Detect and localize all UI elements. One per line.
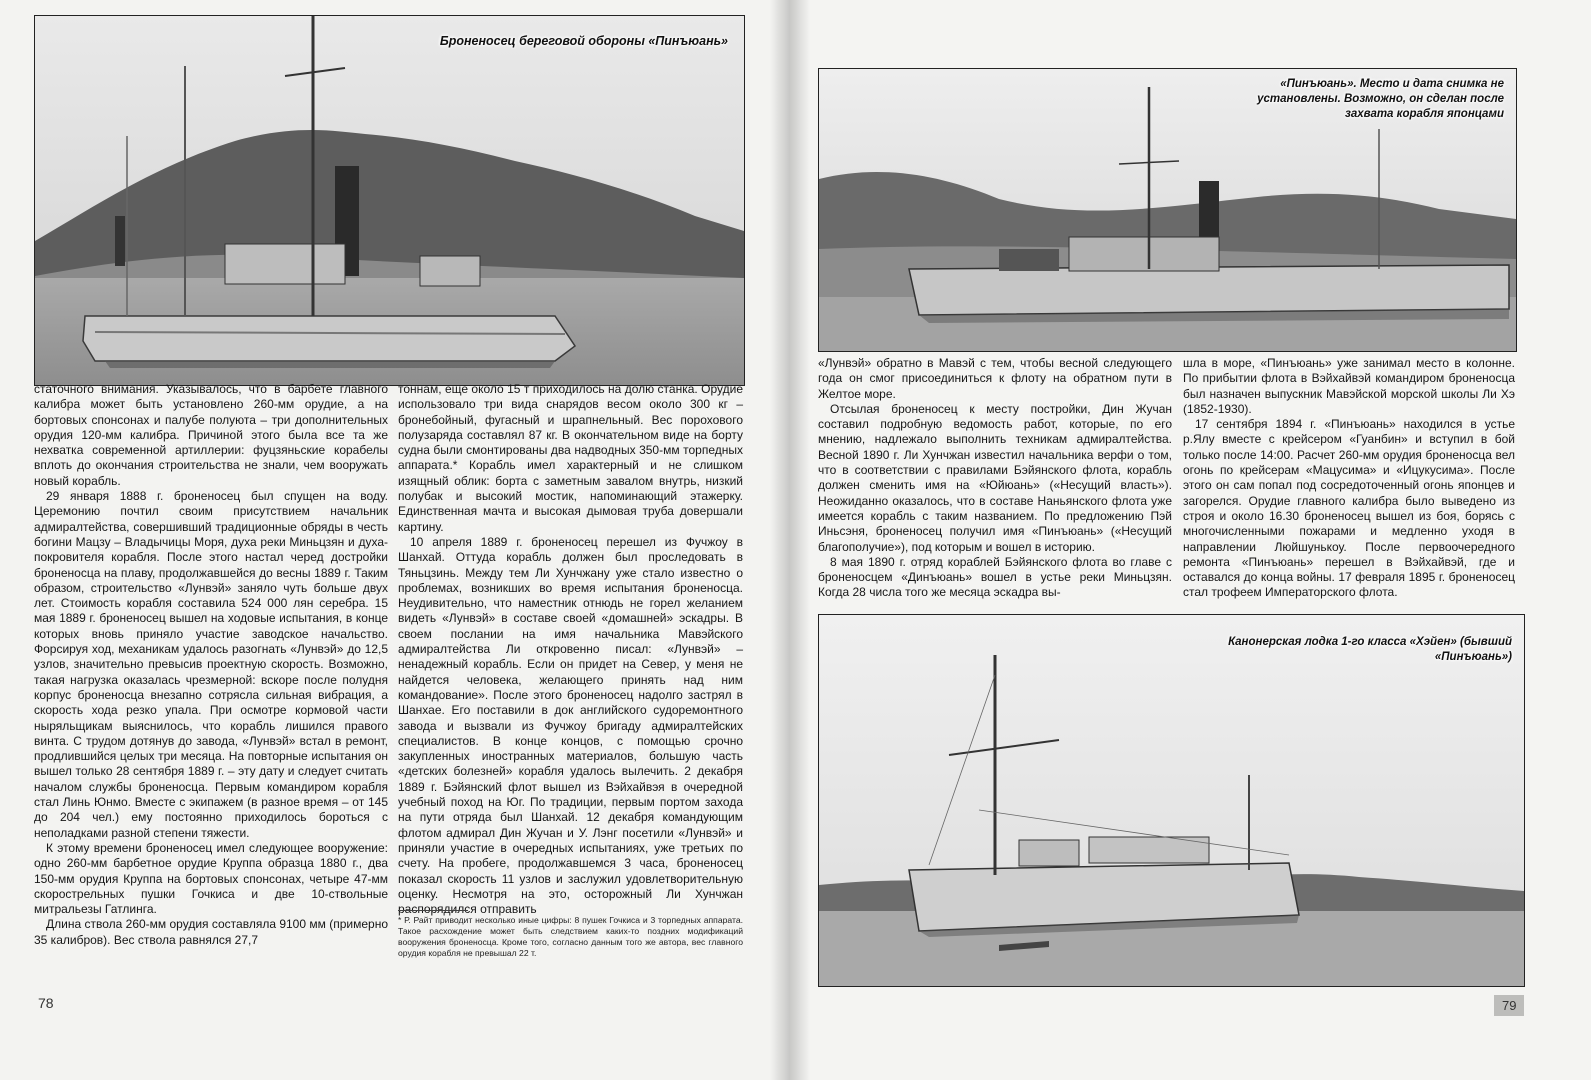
- paragraph: Длина ствола 260-мм орудия составляла 9100 мм (примерно 35 калибров). Вес ствола равнялся 27,7: [34, 917, 388, 947]
- page-number-left: 78: [38, 995, 54, 1011]
- left-column-1: [34, 382, 388, 972]
- photo-caption-right-bottom: Канонерская лодка 1-го класса «Хэйен» (бывший «Пинъюань»): [1228, 636, 1512, 663]
- footnote-text: * Р. Райт приводит несколько иные цифры: 8 пушек Гочкиса и 3 торпедных аппарата. Такое расхождение может быть следствием каких-то поздних модификаций вооружения броненосца. Кроме того, согласно данным того же автора, вес главного орудия корабля не превышал 22 т.: [398, 915, 743, 958]
- photo-pingyuan-harbor: [34, 15, 745, 386]
- paragraph: тоннам, еще около 15 т приходилось на долю станка. Орудие использовало три вида снарядов весом около 300 кг – бронебойный, фугасный и шрапнельный. Вес порохового полузаряда составлял 87 кг. В окончательном виде на борту судна были смонтированы два надводных 350-мм торпедных аппарата.* Корабль имел характерный и не слишком изящный облик: борта с заметным завалом внутрь, низкий полубак и высокий мостик, напоминающий этажерку. Единственная мачта и высокая дымовая труба довершали картину.: [398, 382, 743, 534]
- paragraph: 17 сентября 1894 г. «Пинъюань» находился в устье р.Ялу вместе с крейсером «Гуанбин» и вступил в бой только после 14:00. Расчет 260-мм орудия броненосца вел огонь по крейсерам «Мацусима» и «Ицукусима». После этого он сам попал под сосредоточенный огонь японцев и загорелся. Орудие главного калибра было выведено из строя и около 16.30 броненосец вышел из боя, борясь с многочисленными пожарами и медленно уходя в направлении Люйшунькоу. После первоочередного ремонта «Пинъюань» перешел в Вэйхайвэй, где и оставался до конца войны. 17 февраля 1895 г. броненосец стал трофеем Императорского флота.: [1183, 417, 1515, 600]
- photo-heien-gunboat: [818, 614, 1525, 987]
- photo-heien-gunboat-image: [819, 615, 1524, 986]
- right-column-1: [818, 356, 1172, 606]
- paragraph: 10 апреля 1889 г. броненосец перешел из Фучжоу в Шанхай. Оттуда корабль должен был проследовать в Тяньцзинь. Между тем Ли Хунчжану уже стало известно о проблемах, возникших во время испытания броненосца. Неудивительно, что наместник отнюдь не горел желанием видеть «Лунвэй» в составе своей «домашней» эскадры. В своем послании на имя начальника Мавэйского адмиралтейства Ли откровенно писал: «Лунвэй» – ненадежный корабль. Если он придет на Север, у меня не найдется человека, желающего принять над ним командование». После этого броненосец надолго застрял в Шанхае. Его поставили в док английского судоремонтного завода и вызвали из Фучжоу бригаду адмиралтейских специалистов. В конце концов, с помощью срочно закупленных иностранных материалов, большую часть «детских болезней» корабля удалось вылечить. 2 декабря 1889 г. Бэйянский флот вышел из Вэйхайвэя в очередной учебный поход на Юг. По традиции, первым портом захода на пути отряда был Шанхай. 12 декабря командующим флотом адмирал Дин Жучан и У. Лэнг посетили «Лунвэй» и приняли участие в очередных испытаниях, уже третьих по счету. На пробеге, продолжавшемся 3 часа, броненосец показал скорость 11 узлов и заслужил удовлетворительную оценку. Несмотря на это, осторожный Ли Хунчжан распорядился отправить: [398, 534, 743, 917]
- paragraph: «Лунвэй» обратно в Мавэй с тем, чтобы весной следующего года он смог присоединиться к флоту на обратном пути в Желтое море.: [818, 356, 1172, 401]
- photo-pingyuan-harbor-image: [35, 16, 744, 385]
- photo-pingyuan-moored: [818, 68, 1517, 352]
- right-column-2: [1183, 356, 1515, 606]
- page-number-right: 79: [1494, 995, 1524, 1016]
- footnote: [398, 910, 743, 990]
- paragraph: 8 мая 1890 г. отряд кораблей Бэйянского флота во главе с броненосцем «Динъюань» вошел в устье реки Миньцзян. Когда 28 числа того же месяца эскадра вы-: [818, 554, 1172, 600]
- paragraph: 29 января 1888 г. броненосец был спущен на воду. Церемонию почтил своим присутствием начальник адмиралтейства, совершивший традиционные обряды в честь богини Мацзу – Владычицы Моря, духа реки Миньцзян и духа-покровителя корабля. После этого настал черед достройки броненосца на плаву, продолжавшейся до весны 1889 г. Таким образом, строительство «Лунвэй» заняло чуть больше двух лет. Стоимость корабля составила 524 000 лян серебра. 15 мая 1889 г. броненосец вышел на ходовые испытания, в конце которых вновь приняло участие заводское начальство. Форсируя ход, механикам удалось разогнать «Лунвэй» до 12,5 узлов, значительно превысив проектную скорость. Возможно, такая нагрузка оказалась чрезмерной: вскоре после полудня корпус броненосца внезапно сотрясла сильная вибрация, а скорость хода резко упала. При осмотре кормовой части ныряльщикам выяснилось, что корабль лишился правого винта. С трудом дотянув до завода, «Лунвэй» встал в ремонт, продлившийся целых три месяца. На повторные испытания он вышел только 28 сентября 1889 г. – эту дату и следует считать началом службы броненосца. Первым командиром корабля стал Линь Юнмо. Вместе с экипажем (в разное время – от 145 до 204 чел.) ему постоянно приходилось бороться с неполадками разной степени тяжести.: [34, 489, 388, 840]
- footnote-rule: [398, 910, 468, 911]
- right-page: [790, 0, 1591, 1080]
- photo-caption-left: Броненосец береговой обороны «Пинъюань»: [439, 34, 728, 48]
- left-page: [0, 0, 790, 1080]
- paragraph: Отсылая броненосец к месту постройки, Дин Жучан составил подробную ведомость работ, которые, по его мнению, надлежало выполнить техникам адмиралтейства. Весной 1890 г. Ли Хунчжан известил начальника верфи о том, что в соответствии с правилами Бэйянского флота, корабль должен сменить имя на «Юйюань» («Несущий власть»). Неожиданно оказалось, что в составе Наньянского флота уже имеется корабль с таким названием. По предложению Пэй Иньсэня, броненосец получил имя «Пинъюань» («Несущий благополучие»), под которым и вошел в историю.: [818, 401, 1172, 554]
- paragraph: шла в море, «Пинъюань» уже занимал место в колонне. По прибытии флота в Вэйхайвэй командиром броненосца был назначен выпускник Мавэйской морской школы Ли Хэ (1852-1930).: [1183, 356, 1515, 416]
- paragraph: К этому времени броненосец имел следующее вооружение: одно 260-мм барбетное орудие Круппа образца 1880 г., два 150-мм орудия Круппа на бортовых спонсонах, четыре 47-мм скорострельных пушки Гочкиса и две 10-ствольные митральезы Гатлинга.: [34, 840, 388, 917]
- left-column-2: [398, 382, 743, 917]
- photo-caption-right-top: «Пинъюань». Место и дата снимка не установлены. Возможно, он сделан после захвата корабля японцами: [1257, 78, 1504, 120]
- paragraph: статочного внимания. Указывалось, что в барбете главного калибра может быть установлено 260-мм орудие, а на бортовых спонсонах и палубе полуюта – три дополнительных орудия 120-мм калибра. Причиной этого была все та же нехватка современной артиллерии: фуцзяньские корабелы вплоть до окончания строительства не знали, чем вооружать новый корабль.: [34, 382, 388, 488]
